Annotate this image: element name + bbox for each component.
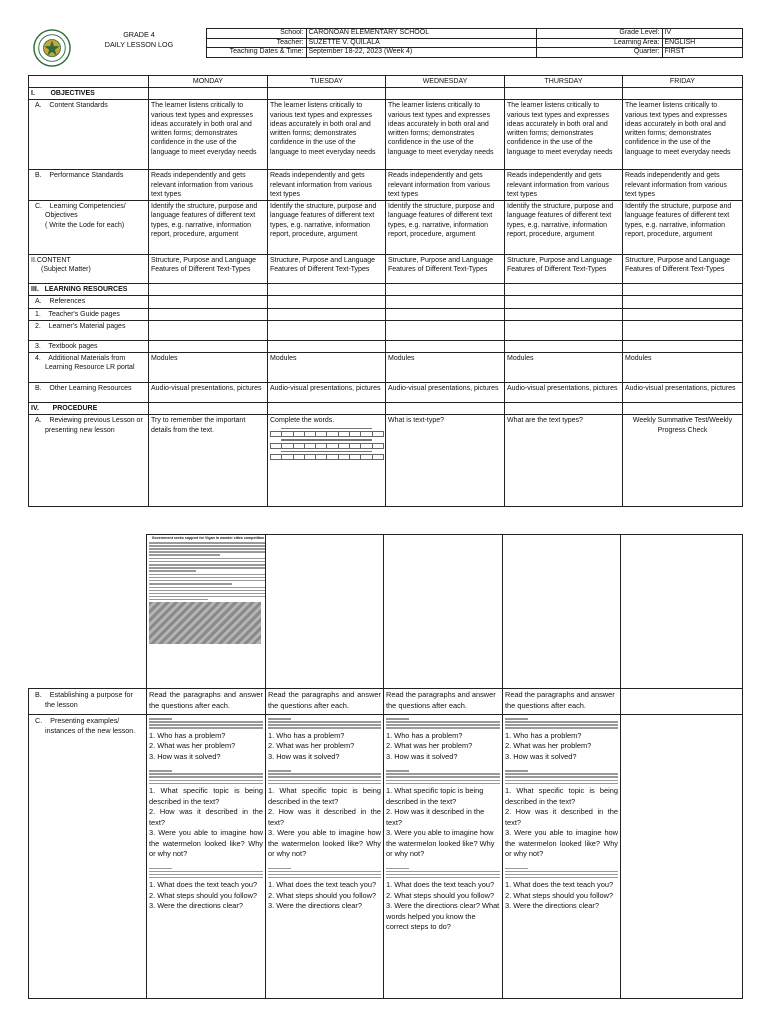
question: 3. Were the directions clear? bbox=[149, 901, 243, 911]
presenting-tuesday bbox=[266, 715, 384, 999]
question: 3. Were the directions clear? bbox=[505, 901, 599, 911]
presenting-monday bbox=[147, 715, 266, 999]
question: 3. Were the directions clear? What words helped you know the correct steps to do? bbox=[386, 901, 500, 932]
content-cell: Structure, Purpose and Language Features of Different Text-Types bbox=[623, 255, 743, 284]
article-photo bbox=[149, 602, 261, 644]
other-resources-cell: Audio-visual presentations, pictures bbox=[268, 383, 386, 403]
header-table bbox=[28, 28, 743, 58]
question: 1. What does the text teach you? bbox=[268, 880, 377, 890]
review-monday: Try to remember the important details from the text. bbox=[149, 415, 268, 507]
competencies-title: C. Learning Competencies/ Objectives bbox=[35, 203, 128, 220]
content-cell: Structure, Purpose and Language Features of Different Text-Types bbox=[386, 255, 505, 284]
review-wednesday: What is text-type? bbox=[386, 415, 505, 507]
competency-cell: Identify the structure, purpose and language features of different text types, e.g. narrative, information report, procedure, argument bbox=[623, 201, 743, 255]
content-cell: Structure, Purpose and Language Features of Different Text-Types bbox=[149, 255, 268, 284]
learning-area-value: ENGLISH bbox=[662, 38, 742, 48]
additional-materials-label: 4. Additional Materials from Learning Resource LR portal bbox=[29, 353, 149, 383]
question: 3. How was it solved? bbox=[386, 751, 458, 761]
question: 1. What specific topic is being described in the text? bbox=[505, 786, 618, 806]
grade-level-value: IV bbox=[662, 29, 742, 39]
section-learning-resources: III. LEARNING RESOURCES bbox=[29, 284, 149, 296]
section-procedure: IV. PROCEDURE bbox=[29, 403, 149, 415]
dates-label: Teaching Dates & Time: bbox=[206, 48, 306, 58]
question: 3. How was it solved? bbox=[149, 751, 221, 761]
question: 2. What was her problem? bbox=[149, 741, 236, 751]
performance-standard-cell: Reads independently and gets relevant information from various text types bbox=[268, 170, 386, 201]
content-standard-cell: The learner listens critically to various text types and expresses ideas accurately in both oral and written forms; demonstrates confidence in the use of the language to meet everyday needs bbox=[386, 100, 505, 170]
performance-standard-cell: Reads independently and gets relevant information from various text types bbox=[386, 170, 505, 201]
content-standard-cell: The learner listens critically to various text types and expresses ideas accurately in both oral and written forms; demonstrates confidence in the use of the language to meet everyday needs bbox=[268, 100, 386, 170]
article-headline: Government seeks support for Vigan in wonder cities competition bbox=[151, 536, 265, 540]
competencies-note: ( Write the Lode for each) bbox=[45, 221, 125, 229]
question: 1. What specific topic is being described in the text? bbox=[268, 786, 381, 806]
day-header-thursday: THURSDAY bbox=[505, 76, 623, 88]
word-puzzle bbox=[270, 428, 383, 461]
question: 1. What does the text teach you? bbox=[386, 880, 495, 890]
question: 1. Who has a problem? bbox=[268, 730, 345, 740]
school-value: CARONOAN ELEMENTARY SCHOOL bbox=[306, 29, 536, 39]
question: 1. What does the text teach you? bbox=[505, 880, 614, 890]
school-label: School: bbox=[206, 29, 306, 39]
question: 3. How was it solved? bbox=[268, 751, 340, 761]
additional-materials-cell: Modules bbox=[505, 353, 623, 383]
content-standard-cell: The learner listens critically to various text types and expresses ideas accurately in both oral and written forms; demonstrates confidence in the use of the language to meet everyday needs bbox=[149, 100, 268, 170]
presenting-wednesday bbox=[384, 715, 503, 999]
question: 2. What steps should you follow? bbox=[386, 890, 495, 900]
question: 1. What specific topic is being described in the text? bbox=[149, 786, 263, 806]
quarter-value: FIRST bbox=[662, 48, 742, 58]
teacher-value: SUZETTE V. QUILALA bbox=[306, 38, 536, 48]
day-header-tuesday: TUESDAY bbox=[268, 76, 386, 88]
learners-material-label: 2. Learner's Material pages bbox=[29, 320, 149, 340]
teacher-label: Teacher: bbox=[206, 38, 306, 48]
lesson-log-table-continued-top bbox=[146, 534, 743, 689]
question: 2. What was her problem? bbox=[268, 741, 355, 751]
content-standard-cell: The learner listens critically to various text types and expresses ideas accurately in both oral and written forms; demonstrates confidence in the use of the language to meet everyday needs bbox=[505, 100, 623, 170]
quarter-label: Quarter: bbox=[592, 48, 662, 58]
performance-standard-cell: Reads independently and gets relevant information from various text types bbox=[149, 170, 268, 201]
performance-standards-label: B. Performance Standards bbox=[29, 170, 149, 201]
dates-value: September 18-22, 2023 (Week 4) bbox=[306, 48, 536, 58]
content-standard-cell: The learner listens critically to various text types and expresses ideas accurately in both oral and written forms; demonstrates confidence in the use of the language to meet everyday needs bbox=[623, 100, 743, 170]
review-thursday: What are the text types? bbox=[505, 415, 623, 507]
lesson-log-table bbox=[28, 75, 743, 507]
question: 1. Who has a problem? bbox=[149, 730, 226, 740]
competency-cell: Identify the structure, purpose and language features of different text types, e.g. narrative, information report, procedure, argument bbox=[149, 201, 268, 255]
content-standards-label: A. Content Standards bbox=[29, 100, 149, 170]
additional-materials-cell: Modules bbox=[149, 353, 268, 383]
other-resources-cell: Audio-visual presentations, pictures bbox=[505, 383, 623, 403]
day-header-friday: FRIDAY bbox=[623, 76, 743, 88]
grade-title: GRADE 4 bbox=[123, 30, 155, 39]
purpose-thursday: Read the paragraphs and answer the questions after each. bbox=[503, 689, 621, 715]
other-resources-cell: Audio-visual presentations, pictures bbox=[623, 383, 743, 403]
question: 1. What does the text teach you? bbox=[149, 880, 258, 890]
question: 2. What was her problem? bbox=[505, 741, 592, 751]
competency-cell: Identify the structure, purpose and language features of different text types, e.g. narrative, information report, procedure, argument bbox=[505, 201, 623, 255]
review-tuesday bbox=[268, 415, 386, 507]
additional-materials-cell: Modules bbox=[386, 353, 505, 383]
other-resources-cell: Audio-visual presentations, pictures bbox=[386, 383, 505, 403]
complete-words-text: Complete the words. bbox=[270, 417, 335, 425]
news-article-image bbox=[149, 536, 266, 686]
presenting-thursday bbox=[503, 715, 621, 999]
teachers-guide-label: 1. Teacher's Guide pages bbox=[29, 308, 149, 320]
subject-matter-label: (Subject Matter) bbox=[41, 266, 91, 274]
presenting-label: C. Presenting examples/ instances of the new lesson. bbox=[29, 715, 147, 999]
content-title: II.CONTENT bbox=[31, 257, 71, 265]
question: 2. How was it described in the text? bbox=[149, 807, 263, 827]
question: 2. How was it described in the text? bbox=[268, 807, 381, 827]
content-cell: Structure, Purpose and Language Features of Different Text-Types bbox=[505, 255, 623, 284]
question: 2. How was it described in the text? bbox=[386, 807, 485, 827]
performance-standard-cell: Reads independently and gets relevant information from various text types bbox=[505, 170, 623, 201]
grade-level-label: Grade Level: bbox=[592, 29, 662, 39]
day-header-wednesday: WEDNESDAY bbox=[386, 76, 505, 88]
question: 1. Who has a problem? bbox=[505, 730, 582, 740]
page-gap bbox=[0, 510, 768, 530]
page-1 bbox=[0, 0, 768, 510]
question: 2. What steps should you follow? bbox=[268, 890, 377, 900]
references-label: A. References bbox=[29, 296, 149, 308]
textbook-label: 3. Textbook pages bbox=[29, 340, 149, 352]
additional-materials-cell: Modules bbox=[623, 353, 743, 383]
performance-standard-cell: Reads independently and gets relevant information from various text types bbox=[623, 170, 743, 201]
review-friday: Weekly Summative Test/Weekly Progress Check bbox=[623, 415, 743, 507]
competency-cell: Identify the structure, purpose and language features of different text types, e.g. narrative, information report, procedure, argument bbox=[386, 201, 505, 255]
question: 3. Were you able to imagine how the watermelon looked like? Why or why not? bbox=[149, 828, 263, 859]
learning-area-label: Learning Area: bbox=[592, 38, 662, 48]
question: 3. How was it solved? bbox=[505, 751, 577, 761]
question: 1. What specific topic is being described in the text? bbox=[386, 786, 484, 806]
section-objectives: I. OBJECTIVES bbox=[29, 88, 149, 100]
other-resources-cell: Audio-visual presentations, pictures bbox=[149, 383, 268, 403]
competency-cell: Identify the structure, purpose and language features of different text types, e.g. narrative, information report, procedure, argument bbox=[268, 201, 386, 255]
question: 3. Were you able to imagine how the watermelon looked like? Why or why not? bbox=[386, 828, 495, 859]
purpose-label: B. Establishing a purpose for the lesson bbox=[29, 689, 147, 715]
text-passage-2 bbox=[149, 770, 263, 784]
content-cell: Structure, Purpose and Language Features of Different Text-Types bbox=[268, 255, 386, 284]
question: 3. Were you able to imagine how the watermelon looked like? Why or why not? bbox=[505, 828, 618, 859]
daily-lesson-log-title: DAILY LESSON LOG bbox=[104, 39, 174, 49]
article-cell bbox=[147, 535, 266, 689]
additional-materials-cell: Modules bbox=[268, 353, 386, 383]
purpose-monday: Read the paragraphs and answer the questions after each. bbox=[147, 689, 266, 715]
question: 2. What steps should you follow? bbox=[149, 890, 258, 900]
other-resources-label: B. Other Learning Resources bbox=[29, 383, 149, 403]
purpose-wednesday: Read the paragraphs and answer the questions after each. bbox=[384, 689, 503, 715]
reviewing-label: A. Reviewing previous Lesson or presenting new lesson bbox=[29, 415, 149, 507]
competencies-label bbox=[29, 201, 149, 255]
day-header-monday: MONDAY bbox=[149, 76, 268, 88]
question: 1. Who has a problem? bbox=[386, 730, 463, 740]
question: 2. What steps should you follow? bbox=[505, 890, 614, 900]
purpose-tuesday: Read the paragraphs and answer the questions after each. bbox=[266, 689, 384, 715]
text-passage-3 bbox=[149, 868, 263, 879]
question: 3. Were the directions clear? bbox=[268, 901, 362, 911]
question: 3. Were you able to imagine how the watermelon looked like? Why or why not? bbox=[268, 828, 381, 859]
text-passage-1 bbox=[149, 718, 263, 729]
question: 2. What was her problem? bbox=[386, 741, 473, 751]
question: 2. How was it described in the text? bbox=[505, 807, 618, 827]
lesson-log-table-continued bbox=[28, 688, 743, 999]
content-label bbox=[29, 255, 149, 284]
